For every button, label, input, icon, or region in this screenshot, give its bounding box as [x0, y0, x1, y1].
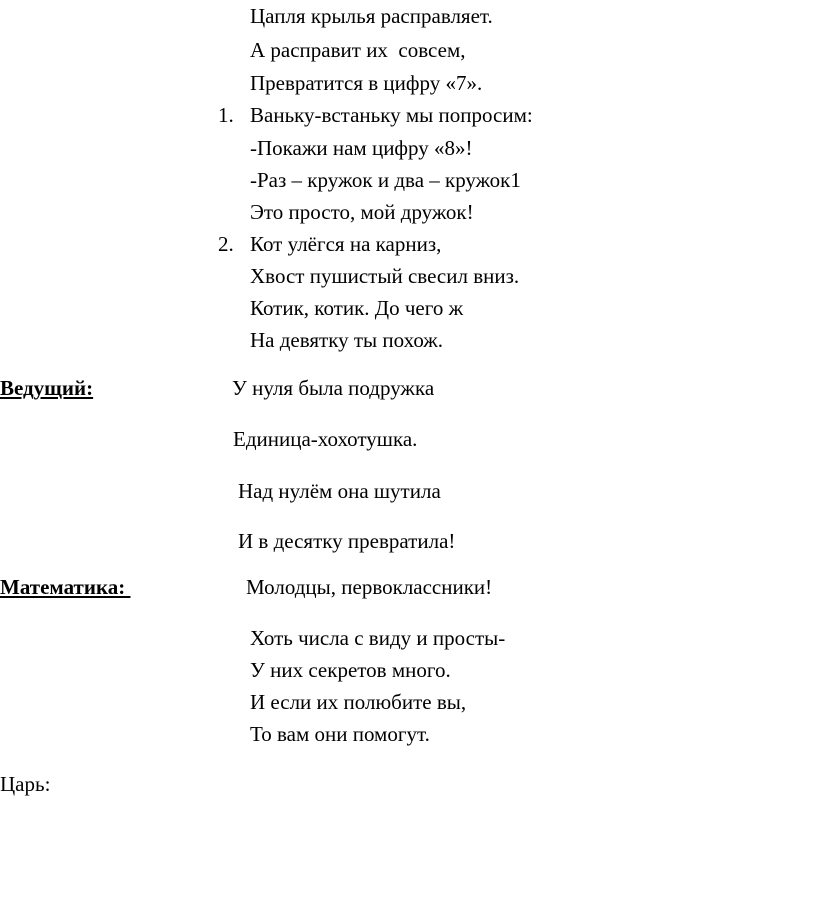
poem-line: Хвост пушистый свесил вниз. — [250, 264, 520, 288]
speaker-math: Математика: — [0, 575, 131, 599]
list-number: 1. — [218, 103, 234, 127]
poem-line: Котик, котик. До чего ж — [250, 296, 464, 320]
host-line: И в десятку превратила! — [238, 529, 456, 553]
math-line: И если их полюбите вы, — [250, 690, 467, 714]
poem-line: Цапля крылья расправляет. — [250, 4, 493, 28]
poem-line: Это просто, мой дружок! — [250, 200, 474, 224]
poem-line: А расправит их совсем, — [250, 38, 466, 62]
host-line: Единица-хохотушка. — [233, 427, 418, 451]
poem-line: Превратится в цифру «7». — [250, 71, 483, 95]
math-line: Хоть числа с виду и просты- — [250, 626, 506, 650]
poem-line: На девятку ты похож. — [250, 328, 444, 352]
speaker-host: Ведущий: — [0, 376, 94, 400]
speaker-tsar: Царь: — [0, 772, 51, 796]
math-line: То вам они помогут. — [250, 722, 430, 746]
poem-line: -Раз – кружок и два – кружок1 — [250, 168, 521, 192]
host-line: У нуля была подружка — [232, 376, 435, 400]
poem-line: Кот улёгся на карниз, — [250, 232, 442, 256]
poem-line: -Покажи нам цифру «8»! — [250, 136, 473, 160]
math-line: У них секретов много. — [250, 658, 451, 682]
host-line: Над нулём она шутила — [238, 479, 441, 503]
poem-line: Ваньку-встаньку мы попросим: — [250, 103, 533, 127]
list-number: 2. — [218, 232, 234, 256]
math-line: Молодцы, первоклассники! — [246, 575, 493, 599]
